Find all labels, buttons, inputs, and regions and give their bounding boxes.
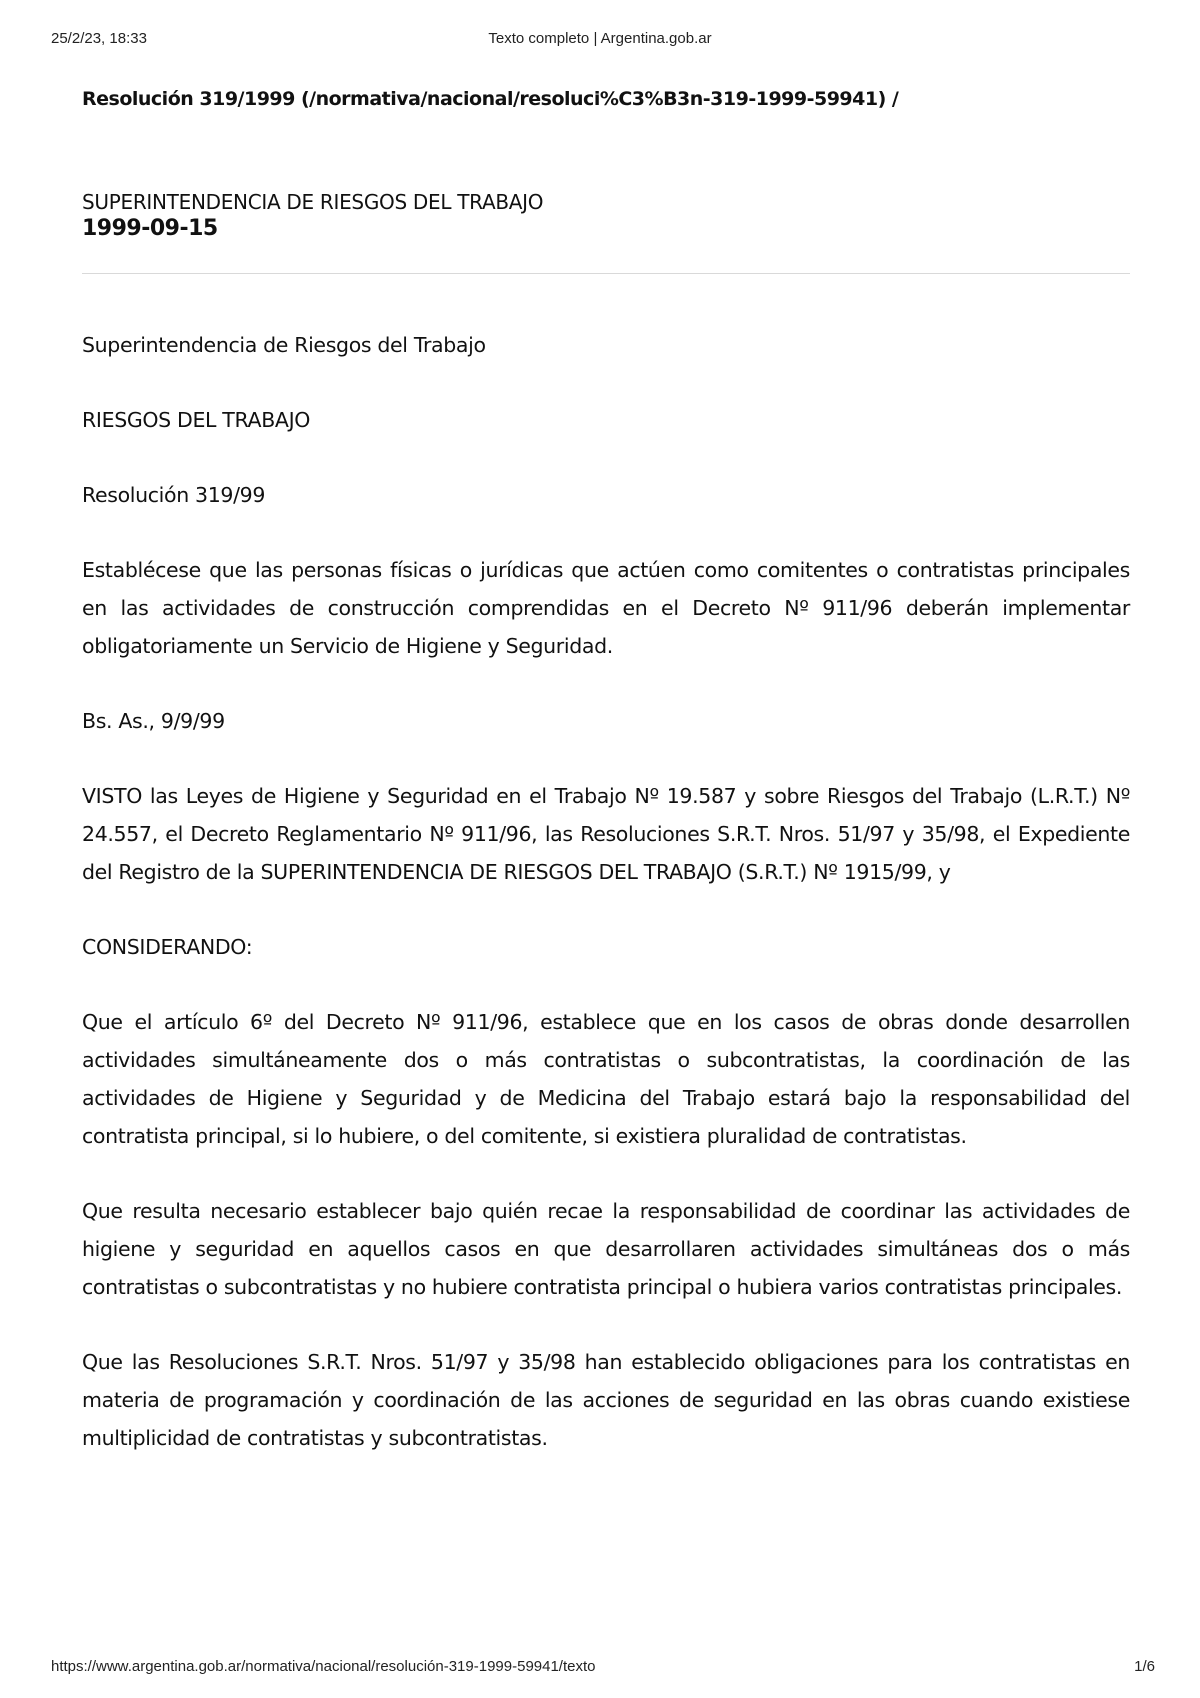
body-paragraph-place-date: Bs. As., 9/9/99 [82, 709, 225, 733]
document-body [82, 326, 1130, 1457]
print-page-title: Texto completo | Argentina.gob.ar [488, 30, 712, 47]
print-date: 25/2/23, 18:33 [51, 30, 147, 47]
body-paragraph-summary: Establécese que las personas físicas o jurídicas que actúen como comitentes o contratistas principales en las actividades de construcción comprendidas en el Decreto Nº 911/96 deberán implementar obligatoriamente un Servicio de Higiene y Seguridad. [82, 558, 1130, 658]
main-content [82, 88, 1130, 1494]
body-paragraph-resolution-number: Resolución 319/99 [82, 483, 266, 507]
agency-name: SUPERINTENDENCIA DE RIESGOS DEL TRABAJO [82, 190, 544, 214]
print-header [0, 30, 1200, 50]
page-number: 1/6 [1134, 1658, 1155, 1675]
body-paragraph-considerando: CONSIDERANDO: [82, 935, 253, 959]
print-footer [0, 1658, 1200, 1678]
body-paragraph-issuer: Superintendencia de Riesgos del Trabajo [82, 333, 486, 357]
body-paragraph-considerando-2: Que resulta necesario establecer bajo quién recae la responsabilidad de coordinar las actividades de higiene y seguridad en aquellos casos en que desarrollaren actividades simultáneas dos o más contratistas o subcontratistas y no hubiere contratista principal o hubiera varios contratistas principales. [82, 1199, 1130, 1299]
publication-date: 1999-09-15 [82, 216, 218, 241]
body-paragraph-visto: VISTO las Leyes de Higiene y Seguridad en el Trabajo Nº 19.587 y sobre Riesgos del Trabajo (L.R.T.) Nº 24.557, el Decreto Reglamentario Nº 911/96, las Resoluciones S.R.T. Nros. 51/97 y 35/98, el Expediente del Registro de la SUPERINTENDENCIA DE RIESGOS DEL TRABAJO (S.R.T.) Nº 1915/99, y [82, 784, 1130, 884]
body-paragraph-considerando-3: Que las Resoluciones S.R.T. Nros. 51/97 y 35/98 han establecido obligaciones para los contratistas en materia de programación y coordinación de las acciones de seguridad en las obras cuando existiese multiplicidad de contratistas y subcontratistas. [82, 1350, 1130, 1450]
breadcrumb-link[interactable]: Resolución 319/1999 (/normativa/nacional/resoluci%C3%B3n-319-1999-59941) / [82, 88, 899, 110]
body-paragraph-subject: RIESGOS DEL TRABAJO [82, 408, 311, 432]
section-divider [82, 273, 1130, 274]
print-url: https://www.argentina.gob.ar/normativa/nacional/resolución-319-1999-59941/texto [51, 1658, 596, 1675]
body-paragraph-considerando-1: Que el artículo 6º del Decreto Nº 911/96, establece que en los casos de obras donde desarrollen actividades simultáneamente dos o más contratistas o subcontratistas, la coordinación de las actividades de Higiene y Seguridad y de Medicina del Trabajo estará bajo la responsabilidad del contratista principal, si lo hubiere, o del comitente, si existiera pluralidad de contratistas. [82, 1010, 1130, 1148]
